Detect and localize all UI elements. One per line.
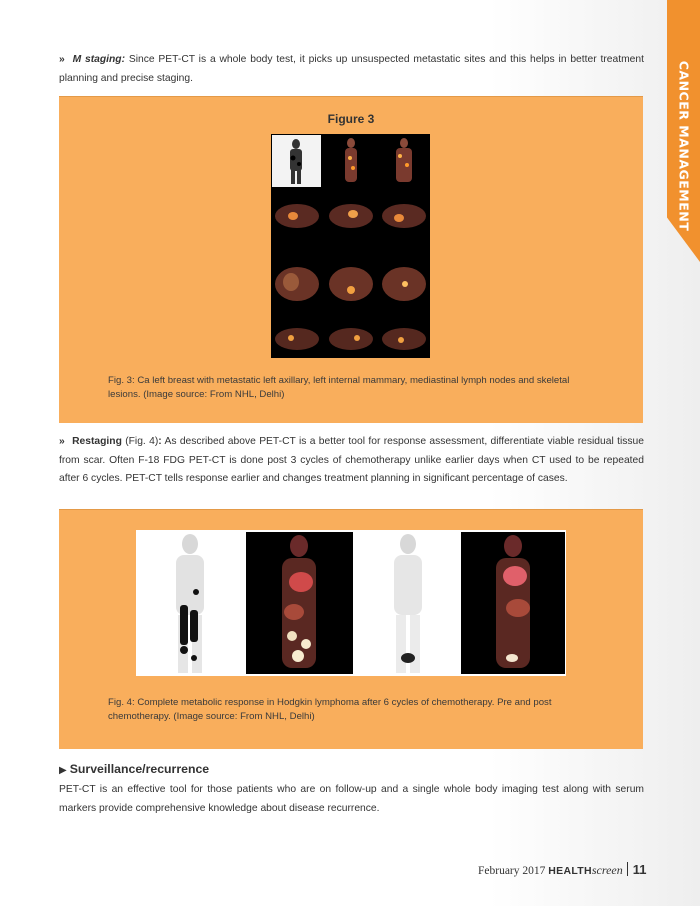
section-tab-label: CANCER MANAGEMENT	[676, 60, 692, 232]
footer-brand-bold: HEALTH	[548, 865, 592, 877]
figure-3-title: Figure 3	[327, 112, 375, 126]
footer-separator	[627, 862, 628, 876]
restaging-paragraph	[59, 433, 644, 489]
surveillance-heading-text: Surveillance/recurrence	[69, 762, 210, 776]
page-footer	[478, 862, 647, 880]
figure-3-box	[59, 96, 643, 423]
figure-4-caption: Fig. 4: Complete metabolic response in Hodgkin lymphoma after 6 cycles of chemotherapy. Pre and post chemotherapy. (Image source: From NHL, Delhi)	[108, 697, 552, 722]
restaging-ref: (Fig. 4)	[125, 436, 159, 447]
m-staging-text: Since PET-CT is a whole body test, it picks up unsuspected metastatic sites and this helps in better treatment planning and precise staging.	[59, 54, 644, 84]
figure-3-pet-ct-image	[271, 134, 430, 358]
figure-3-caption: Fig. 3: Ca left breast with metastatic left axillary, left internal mammary, mediastinal lymph nodes and skeletal lesions. (Image source: From NHL, Delhi)	[108, 375, 570, 400]
figure-4-box	[59, 509, 643, 749]
triangle-bullet-icon: ▶	[59, 765, 67, 776]
footer-brand-italic: screen	[591, 863, 623, 877]
restaging-lead: Restaging	[72, 436, 122, 447]
figure-4-pet-ct-image	[136, 530, 566, 676]
footer-date: February 2017	[478, 865, 546, 877]
page-number: 11	[632, 862, 647, 877]
restaging-text: As described above PET-CT is a better tool for response assessment, differentiate viable residual tissue from scar. Often F-18 FDG PET-CT is done post 3 cycles of chemotherapy unlike earlier days when CT used to be repeated after 6 cycles. PET-CT tells response earlier and changes treatment planning in significant percentage of cases.	[59, 436, 644, 484]
bullet-marker: »	[59, 54, 65, 65]
m-staging-paragraph	[59, 51, 644, 88]
restaging-colon: :	[158, 436, 162, 447]
m-staging-lead: M staging:	[72, 54, 126, 65]
bullet-marker: »	[59, 436, 65, 447]
surveillance-heading	[59, 762, 209, 776]
surveillance-paragraph: PET-CT is an effective tool for those patients who are on follow-up and a single whole body imaging test along with serum markers provide comprehensive knowledge about disease recurrence.	[59, 784, 644, 814]
